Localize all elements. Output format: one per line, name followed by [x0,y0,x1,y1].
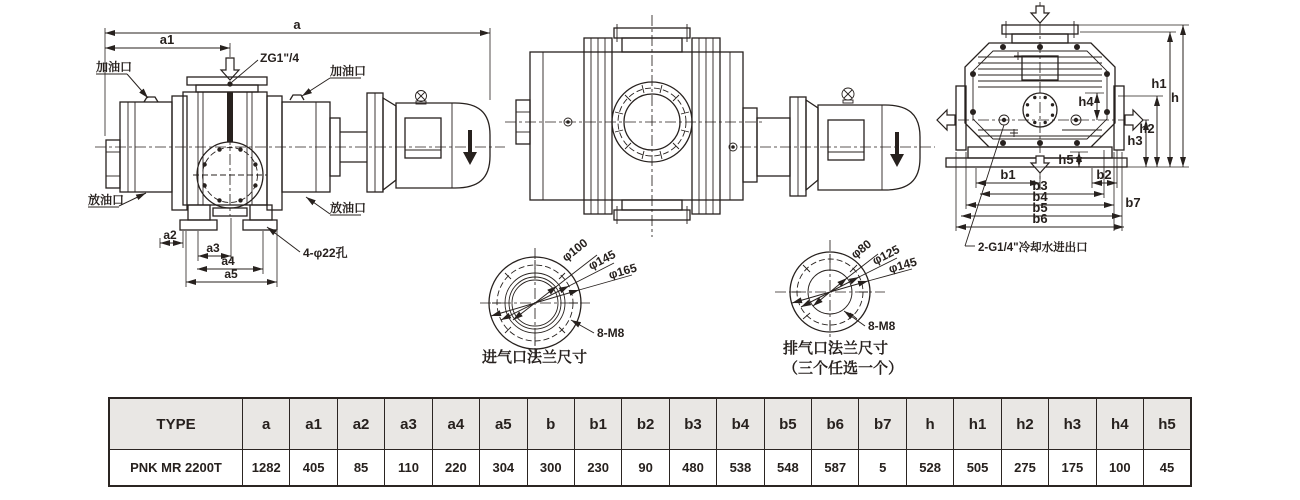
dim-label-b7: b7 [1125,195,1141,210]
outlet-flange-note: （三个任选一个） [783,360,904,377]
dim-label-h3: h3 [1127,133,1143,148]
table-header-b5: b5 [764,398,811,450]
eye-bolt-icon [416,91,427,105]
table-header-h2: h2 [1001,398,1048,450]
dim-label-h2: h2 [1139,121,1155,136]
oil-fill-label-left: 加油口 [96,60,133,74]
dim-value-cell: 90 [622,450,669,487]
dim-label-a1: a1 [159,32,175,47]
dim-label-h4: h4 [1078,94,1094,109]
inlet-flow-arrow-icon [1031,6,1049,23]
inlet-flange-caption: 进气口法兰尺寸 [482,349,588,366]
table-header-b7: b7 [859,398,906,450]
dim-table-body [109,450,1191,487]
dim-label-h1: h1 [1151,76,1167,91]
oil-drain-label-left: 放油口 [88,193,125,207]
dim-label-h5: h5 [1058,152,1074,167]
outlet-bolt-spec-label: 8-M8 [868,319,896,333]
table-header-type: TYPE [109,398,243,450]
outlet-bore-dia-label: φ80 [848,236,875,262]
model-type-cell: PNK MR 2200T [109,450,243,487]
table-header-b2: b2 [622,398,669,450]
dim-value-cell: 220 [432,450,479,487]
dim-label-a5: a5 [224,267,238,281]
dim-value-cell: 505 [954,450,1001,487]
inlet-bolt-spec-label: 8-M8 [597,326,625,340]
rotation-arrow-icon [463,130,477,165]
dim-value-cell: 1282 [243,450,290,487]
table-header-h4: h4 [1096,398,1143,450]
dim-label-a2: a2 [163,228,177,242]
dim-value-cell: 175 [1049,450,1096,487]
dim-label-b5: b5 [1032,200,1048,215]
end-view [937,2,1189,254]
dim-value-cell: 300 [527,450,574,487]
dim-value-cell: 110 [385,450,432,487]
thread-label: ZG1"/4 [260,51,300,65]
dim-value-cell: 230 [574,450,621,487]
table-header-b1: b1 [574,398,621,450]
table-header-a4: a4 [432,398,479,450]
dim-label-a3: a3 [206,241,220,255]
dim-value-cell: 587 [812,450,859,487]
front-view [505,15,935,237]
table-header-a2: a2 [337,398,384,450]
inlet-outer-dia-label: φ165 [606,260,639,282]
outlet-outer-dia-label: φ145 [886,254,919,276]
table-header-a5: a5 [480,398,527,450]
dim-label-b4: b4 [1032,189,1048,204]
dim-value-cell: 85 [337,450,384,487]
cooling-ports-label: 2-G1/4"冷却水进出口 [978,242,1088,254]
dim-value-cell: 405 [290,450,337,487]
dim-value-cell: 548 [764,450,811,487]
dim-value-cell: 304 [480,450,527,487]
dim-table [108,397,1192,487]
table-header-b: b [527,398,574,450]
oil-fill-label-right: 加油口 [330,64,367,78]
table-header-a1: a1 [290,398,337,450]
inlet-flange-detail [480,236,639,366]
table-header-b4: b4 [717,398,764,450]
table-header-h: h [906,398,953,450]
table-header-a3: a3 [385,398,432,450]
table-header-h3: h3 [1049,398,1096,450]
outlet-bolt-circle-label: φ125 [870,242,902,268]
dim-value-cell: 5 [859,450,906,487]
dim-label-b6: b6 [1032,211,1048,226]
dim-label-b3: b3 [1032,178,1048,193]
dim-value-cell: 45 [1144,450,1191,487]
dim-value-cell: 480 [669,450,716,487]
eye-bolt-icon [842,88,854,103]
table-header-b6: b6 [812,398,859,450]
outlet-flange-detail [775,237,919,377]
dim-label-h: h [1171,90,1179,105]
dim-label-b1: b1 [1000,167,1016,182]
side-view [88,17,505,287]
table-header-h5: h5 [1144,398,1191,450]
inlet-bolt-circle-label: φ145 [586,247,618,273]
exhaust-arrow-left-icon [937,110,955,130]
dim-value-cell: 100 [1096,450,1143,487]
dim-label-a: a [293,17,301,32]
dim-table-head [109,398,1191,450]
dim-label-b2: b2 [1096,167,1112,182]
table-header-b3: b3 [669,398,716,450]
dim-value-cell: 275 [1001,450,1048,487]
oil-drain-label-right: 放油口 [330,201,367,215]
mounting-holes-label: 4-φ22孔 [303,246,348,260]
inlet-bore-dia-label: φ100 [559,235,591,265]
outlet-flange-caption: 排气口法兰尺寸 [783,340,889,357]
table-header-h1: h1 [954,398,1001,450]
table-row [109,450,1191,487]
dim-value-cell: 528 [906,450,953,487]
dim-label-a4: a4 [221,254,235,268]
rotation-arrow-icon [890,132,904,167]
dim-value-cell: 538 [717,450,764,487]
table-header-a: a [243,398,290,450]
